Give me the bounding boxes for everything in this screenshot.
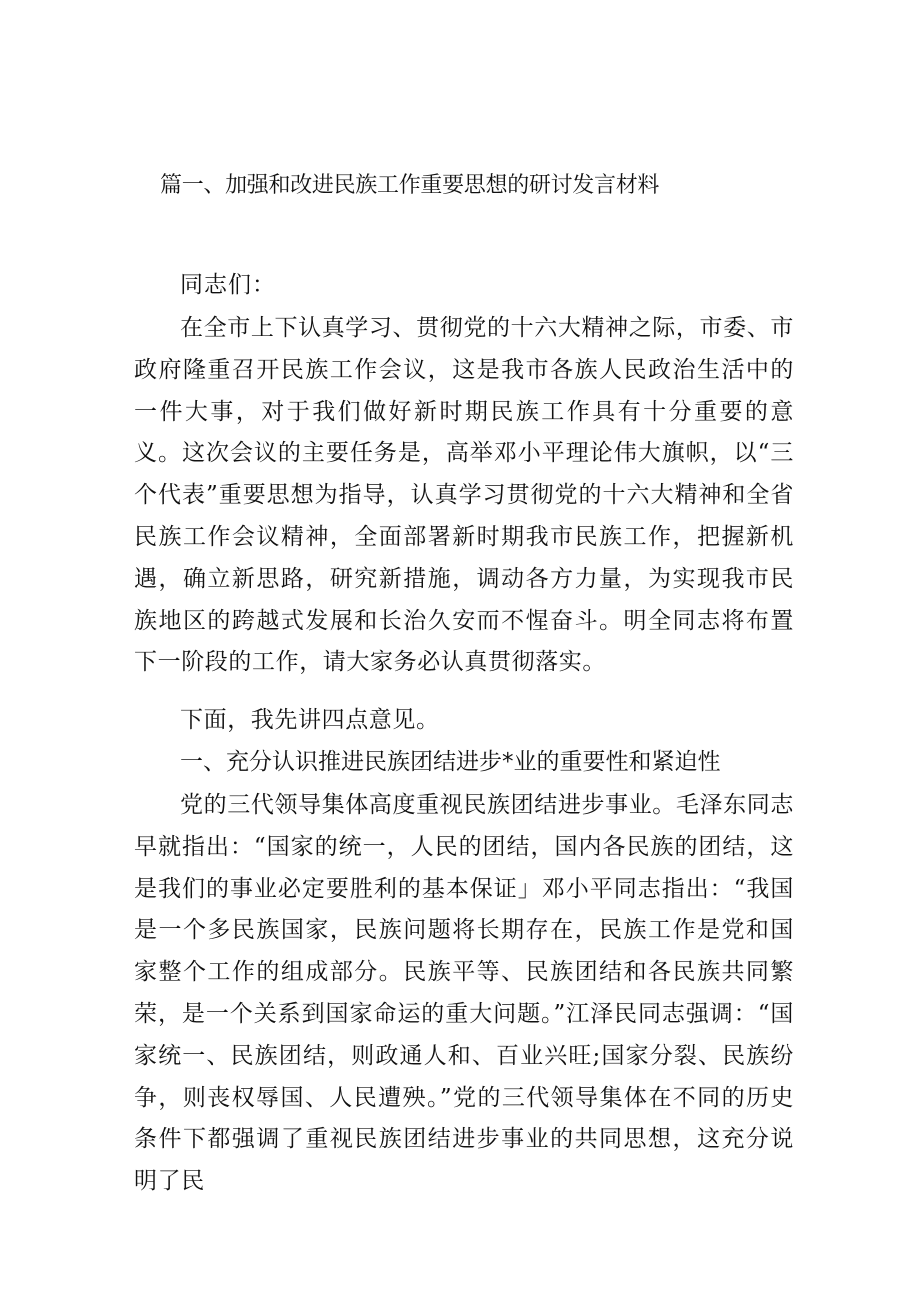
greeting: 同志们： bbox=[180, 272, 276, 298]
section-heading-1: 一、充分认识推进民族团结进步*业的重要性和紧迫性 bbox=[180, 749, 721, 775]
document-title: 篇一、加强和改进民族工作重要思想的研讨发言材料 bbox=[160, 173, 660, 198]
paragraph-intro: 在全市上下认真学习、贯彻党的十六大精神之际，市委、市政府隆重召开民族工作会议，这是我市各族人民政治生活中的一件大事，对于我们做好新时期民族工作具有十分重要的意义。这次会议的主要任务是，高举邓小平理论伟大旗帜，以“三个代表”重要思想为指导，认真学习贯彻党的十六大精神和全省民族工作会议精神，全面部署新时期我市民族工作，把握新机遇，确立新思路，研究新措施，调动各方力量，为实现我市民族地区的跨越式发展和长治久安而不惺奋斗。明全同志将布置下一阶段的工作，请大家务必认真贯彻落实。 bbox=[134, 315, 794, 676]
section-1-paragraph: 党的三代领导集体高度重视民族团结进步事业。毛泽东同志早就指出：“国家的统一，人民的团结，国内各民族的团结，这是我们的事业必定要胜利的基本保证」邓小平同志指出：“我国是一个多民族国家，民族问题将长期存在，民族工作是党和国家整个工作的组成部分。民族平等、民族团结和各民族共同繁荣，是一个关系到国家命运的重大问题。”江泽民同志强调：“国家统一、民族团结，则政通人和、百业兴旺;国家分裂、民族纷争，则丧权辱国、人民遭殃。”党的三代领导集体在不同的历史条件下都强调了重视民族团结进步事业的共同思想，这充分说明了民 bbox=[134, 792, 794, 1195]
paragraph-four-points: 下面，我先讲四点意见。 bbox=[180, 707, 440, 733]
